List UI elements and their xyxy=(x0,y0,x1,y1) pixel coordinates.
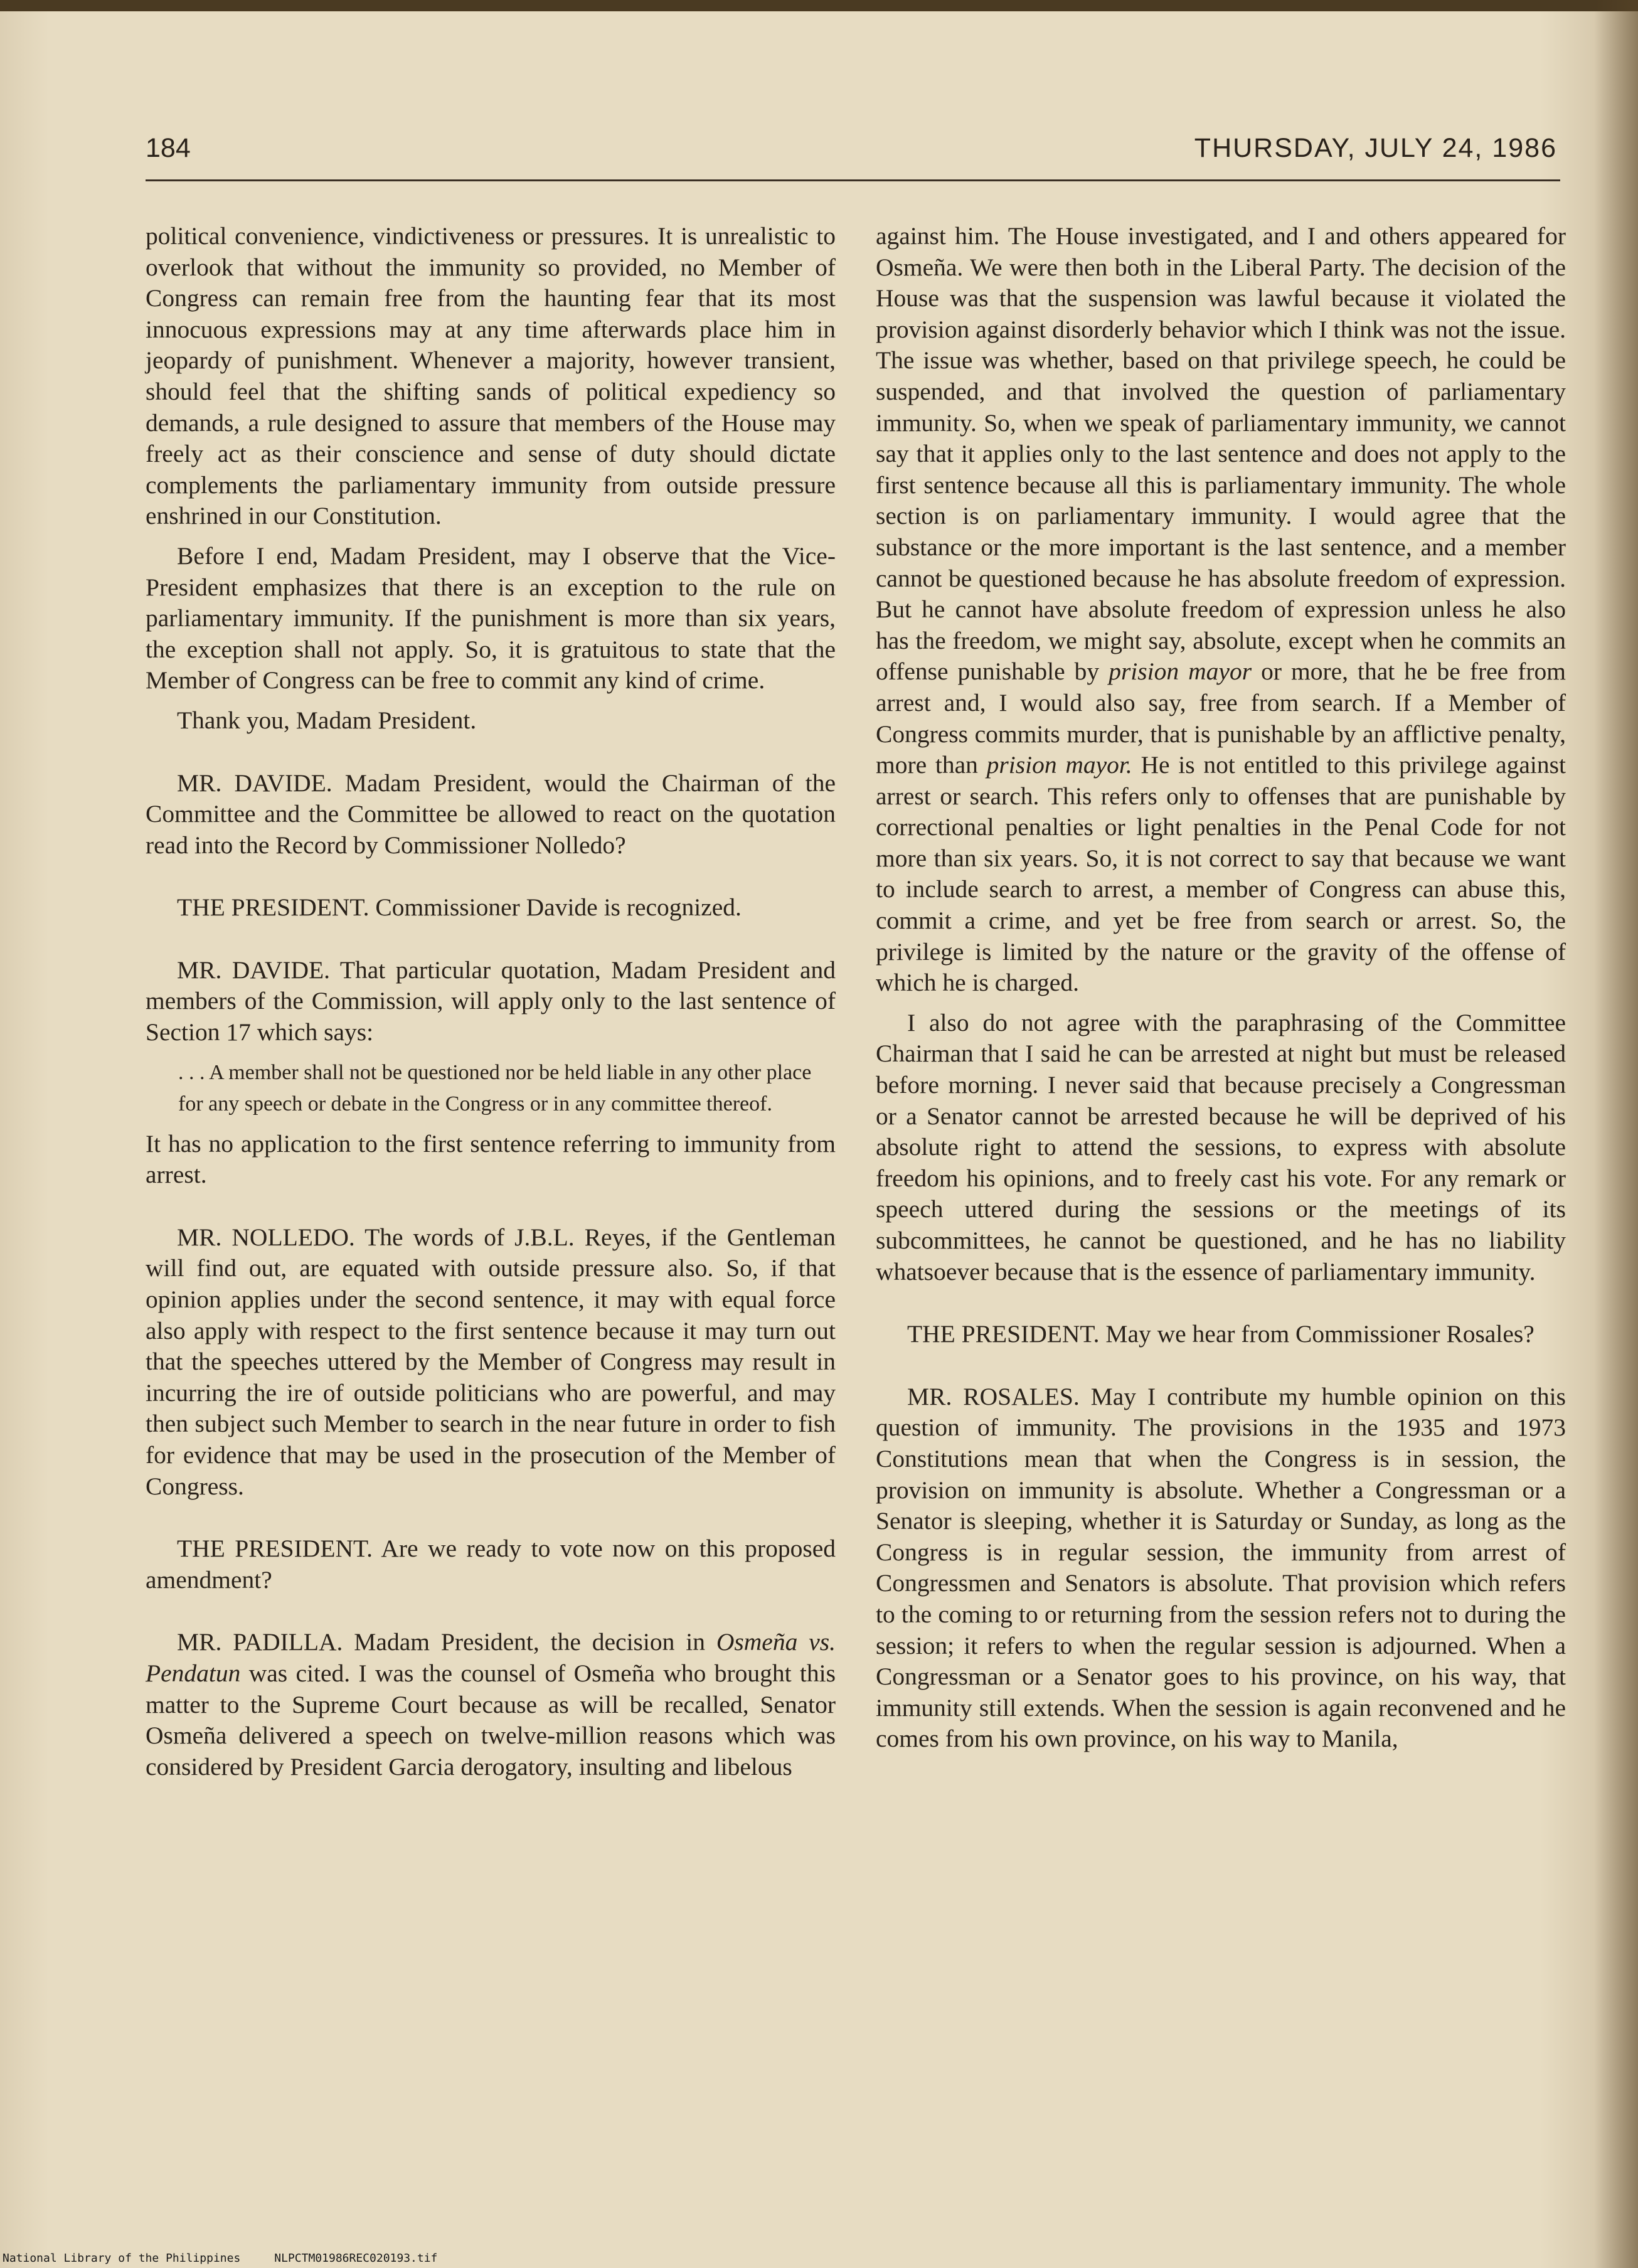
speaker-paragraph: MR. NOLLEDO. The words of J.B.L. Reyes, if the Gentleman will find out, are equated with outside pressure also. So, if that opinion applies under the second sentence, it may with equal force also apply with respect to the first sentence because it may turn out that the speeches uttered by the Member of Congress may result in incurring the ire of outside politicians who are powerful, and may then subject such Member to search in the near future in order to fish for evidence that may be used in the prosecution of the Member of Congress. xyxy=(146,1223,836,1500)
paragraph: Thank you, Madam President. xyxy=(177,706,477,734)
page-number: 184 xyxy=(146,133,191,163)
paragraph: It has no application to the first sentence referring to immunity from arrest. xyxy=(146,1129,836,1189)
footer-filename: NLPCTM01986REC020193.tif xyxy=(274,2252,438,2265)
right-column xyxy=(876,221,1566,1755)
paragraph: I also do not agree with the paraphrasing of the Committee Chairman that I said he can be arrested at night but must be released before morning. I never said that because precisely a Congressman or a Senator cannot be arrested because he will be deprived of his absolute right to attend the sessions, to express with absolute freedom his opinions, and to freely cast his vote. For any remark or speech uttered during the sessions or the meetings of its subcommittees, he cannot be questioned, and he has no liability whatsoever because that is the essence of parliamentary immunity. xyxy=(876,1008,1566,1286)
scan-top-edge xyxy=(0,0,1638,11)
legal-term: prision mayor. xyxy=(986,751,1132,779)
running-head-date: THURSDAY, JULY 24, 1986 xyxy=(1194,133,1557,163)
speaker-paragraph: THE PRESIDENT. Commissioner Davide is recognized. xyxy=(177,893,742,922)
case-citation: Osmeña vs. Pendatun xyxy=(146,1628,836,1687)
paragraph xyxy=(876,221,1566,999)
legal-term: prision mayor xyxy=(1109,658,1252,686)
text-run: MR. PADILLA. Madam President, the decision in xyxy=(177,1628,716,1656)
paragraph: political convenience, vindictiveness or pressures. It is unrealistic to overlook that without the immunity so provided, no Member of Congress can remain free from the haunting fear that its most innocuous expressions may at any time afterwards place him in jeopardy of punishment. Whenever a majority, however transient, should feel that the shifting sands of political expediency so demands, a rule designed to assure that members of the House may freely act as their conscience and sense of duty should dictate complements the parliamentary immunity from outside pressure enshrined in our Constitution. xyxy=(146,222,836,530)
speaker-paragraph: MR. DAVIDE. Madam President, would the Chairman of the Committee and the Committee be allowed to react on the quotation read into the Record by Commissioner Nolledo? xyxy=(146,769,836,859)
text-run: against him. The House investigated, and I and others appeared for Osmeña. We were then both in the Liberal Party. The decision of the House was that the suspension was lawful because it violated the provision against disorderly behavior which I think was not the issue. The issue was whether, based on that privilege speech, he could be suspended, and that involved the question of parliamentary immunity. So, when we speak of parliamentary immunity, we cannot say that it applies only to the last sentence and does not apply to the first sentence because all this is parliamentary immunity. The whole section is on parliamentary immunity. I would agree that the substance or the more important is the last sentence, and a member cannot be questioned because he has absolute freedom of expression. But he cannot have absolute freedom of expression unless he also has the freedom, we might say, absolute, except when he commits an offense punishable by xyxy=(876,222,1566,686)
speaker-paragraph xyxy=(146,1627,836,1782)
footer-library: National Library of the Philippines xyxy=(3,2252,241,2265)
header-rule xyxy=(146,179,1560,181)
speaker-paragraph: THE PRESIDENT. May we hear from Commissioner Rosales? xyxy=(907,1320,1534,1348)
block-quote: . . . A member shall not be questioned nor be held liable in any other place for any speech or debate in the Congress or in any committee thereof. xyxy=(178,1060,812,1115)
left-column xyxy=(146,221,836,1782)
page-header xyxy=(146,133,1557,177)
text-run: was cited. I was the counsel of Osmeña who brought this matter to the Supreme Court because as will be recalled, Senator Osmeña delivered a speech on twelve-million reasons which was considered by President Garcia derogatory, insulting and libelous xyxy=(146,1659,836,1781)
text-run: or more, that he be free from arrest and, I would also say, free from search. If a Member of Congress commits murder, that is punishable by an afflictive penalty, more than xyxy=(876,658,1566,779)
page-binding-shadow xyxy=(1594,0,1638,2268)
speaker-paragraph: THE PRESIDENT. Are we ready to vote now on this proposed amendment? xyxy=(146,1535,836,1594)
text-run: He is not entitled to this privilege against arrest or search. This refers only to offenses that are punishable by correctional penalties or light penalties in the Penal Code for not more than six years. So, it is not correct to say that because we want to include search to arrest, a member of Congress can abuse this, commit a crime, and yet be free from search or arrest. So, the privilege is limited by the nature or the gravity of the offense of which he is charged. xyxy=(876,751,1566,997)
speaker-paragraph: MR. ROSALES. May I contribute my humble opinion on this question of immunity. The provisions in the 1935 and 1973 Constitutions mean that when the Congress is in session, the provision on immunity is absolute. Whether a Congressman or a Senator is sleeping, whether it is Saturday or Sunday, as long as the Congress is in regular session, the immunity from arrest of Congressmen and Senators is absolute. That provision which refers to the coming to or returning from the session refers not to during the session; it refers to when the regular session is adjourned. When a Congressman or a Senator goes to his province, on his way, that immunity still extends. When the session is again reconvened and he comes from his own province, on his way to Manila, xyxy=(876,1382,1566,1753)
scan-footer xyxy=(3,2252,471,2265)
speaker-paragraph: MR. DAVIDE. That particular quotation, Madam President and members of the Commission, will apply only to the last sentence of Section 17 which says: xyxy=(146,956,836,1046)
paragraph: Before I end, Madam President, may I observe that the Vice-President emphasizes that there is an exception to the rule on parliamentary immunity. If the punishment is more than six years, the exception shall not apply. So, it is gratuitous to state that the Member of Congress can be free to commit any kind of crime. xyxy=(146,541,836,695)
